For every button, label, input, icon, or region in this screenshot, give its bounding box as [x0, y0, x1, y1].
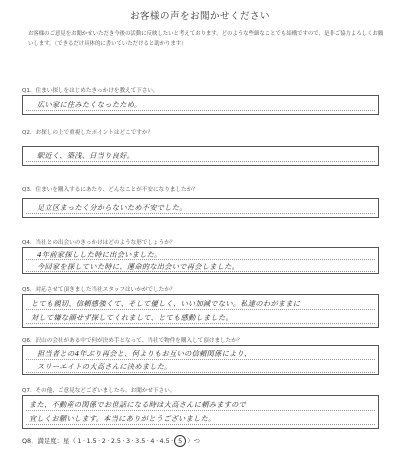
question-4-answer-line-2: 今回家を探していた時に、運命的な出会いで再会しました。	[37, 262, 240, 271]
rating-option: 1	[77, 437, 82, 445]
question-6-label: Q6．沢山の会社がある中で何が決め手となって、当社で物件を購入して頂けましたか？	[22, 338, 243, 344]
question-7-label: Q7．その他、ご意見などございましたら、お聞かせ下さい。	[22, 388, 176, 394]
question-4-answer-line-1: 4年前家探しした時に出会いました。	[37, 250, 162, 259]
question-2-answer-line-1: 駅近く、築浅、日当り良好。	[37, 151, 135, 160]
question-1-answer-box	[22, 95, 379, 115]
question-7-answer-line-1: また、不動産の関係でお世話になる時は大高さんに頼みますので	[29, 400, 247, 409]
intro-text: お客様のご意見をお聞かせいただき今後の活動に反映したいと考えております。どのような些細なことでも結構ですので、是非ご協力よろしくお願いします。（できるだけ具体的に書いていただけると助かります）	[28, 31, 384, 47]
question-7-answer-box	[22, 395, 379, 429]
rating-option: 4	[150, 437, 155, 445]
rating-option: 2.5	[110, 437, 121, 445]
rating-option: 3.5	[135, 437, 146, 445]
question-5-label: Q5．対応させて頂きました当社スタッフはいかがでしたか？	[22, 287, 176, 293]
satisfaction-row: Q8．満足度：星（ 1 · 1.5 · 2 · 2.5 · 3 · 3.5 · 4 · 4.5 · 5 ）つ	[22, 437, 200, 445]
satisfaction-label: Q8．満足度：星（	[22, 437, 76, 445]
question-6-answer-box	[22, 345, 379, 375]
question-2-label: Q2．お探しの上で重視したポイントはどこですか？	[22, 130, 154, 136]
question-1-answer-line-1: 広い家に住みたくなったため。	[37, 100, 142, 109]
question-3-answer-box	[22, 198, 379, 218]
question-5-answer-box	[22, 294, 379, 328]
rating-option: 3	[126, 437, 131, 445]
question-5-answer-line-2: 対して嫌な顔せず探してくれまして、とても感動しました。	[31, 313, 234, 322]
question-6-answer-line-2: スリーエイトの大高さんに決めました。	[37, 362, 172, 371]
rating-option: 4.5	[159, 437, 170, 445]
question-6-answer-line-1: 担当者との4年ぶり再会と、何よりもお互いの信頼関係により、	[37, 349, 252, 358]
question-2-answer-box	[22, 146, 379, 166]
question-1-label: Q1．住まい探しをはじめたきっかけを教えて下さい。	[22, 88, 159, 94]
satisfaction-suffix: ）つ	[187, 437, 200, 445]
question-3-label: Q3．住まいを購入するにあたり、どんなことが不安になりましたか？	[22, 187, 198, 193]
rating-option: 2	[101, 437, 106, 445]
page-title: お客様の声をお聞かせください	[129, 11, 270, 22]
question-4-answer-box	[22, 247, 379, 274]
rating-option: 1.5	[86, 437, 97, 445]
question-5-answer-line-1: とても親切、信頼感強くて、そして優しく、いい加減でない。私達のわがままに	[31, 299, 301, 308]
question-3-answer-line-1: 足立区まったく分からないため不安でした。	[37, 203, 187, 212]
question-7-answer-line-2: 宜しくお願いします。本当にありがとうございました。	[29, 414, 216, 423]
question-4-label: Q4．当社との出会いのきっかけはどのような形でしょうか？	[22, 240, 176, 246]
rating-selected-circle: 5	[174, 435, 186, 447]
